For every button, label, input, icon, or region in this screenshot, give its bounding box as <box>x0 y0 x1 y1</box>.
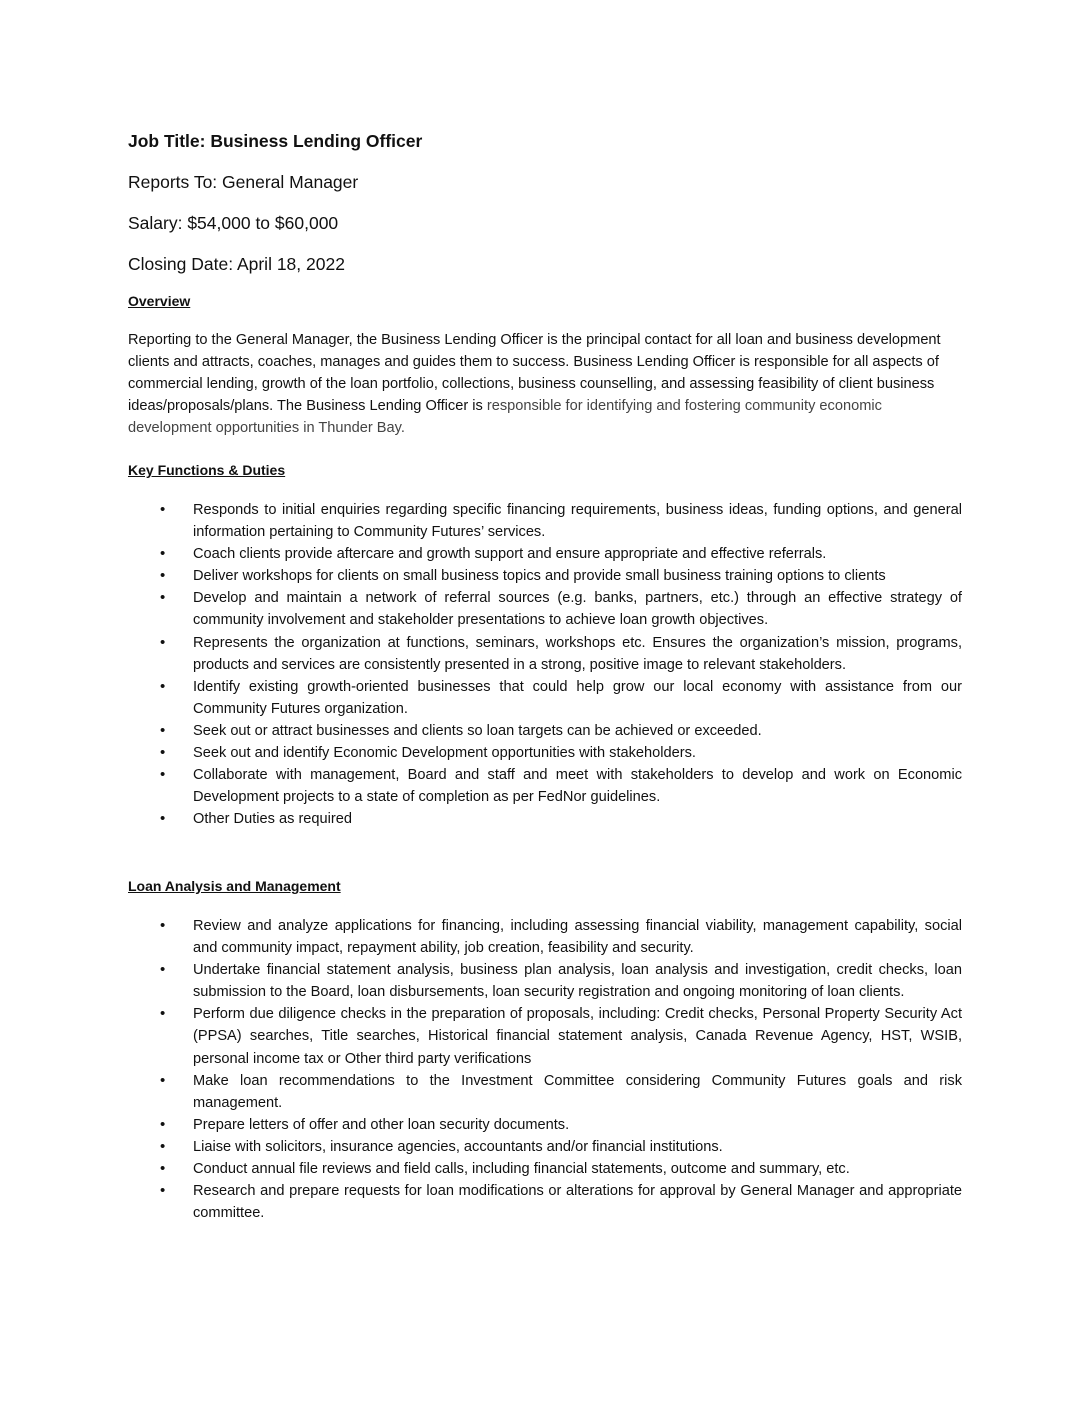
list-item: • Identify existing growth-oriented businesses that could help grow our local economy with assistance from our Community Futures organization. <box>160 676 962 720</box>
list-item: • Coach clients provide aftercare and growth support and ensure appropriate and effective referrals. <box>160 543 962 565</box>
overview-text-tail: responsible for identifying and fostering community economic development opportunities in Thunder Bay. <box>128 398 882 436</box>
reports-to: Reports To: General Manager <box>128 172 359 192</box>
list-item: • Responds to initial enquiries regarding specific financing requirements, business ideas, funding options, and general information pertaining to Community Futures’ services. <box>160 499 962 543</box>
list-item: • Perform due diligence checks in the preparation of proposals, including: Credit checks, Personal Property Security Act (PPSA) searches, Title searches, Historical financial statement analysis, Canada Revenue Agency, HST, WSIB, personal income tax or Other third party verifications <box>160 1003 962 1069</box>
list-item: • Research and prepare requests for loan modifications or alterations for approval by General Manager and appropriate committee. <box>160 1180 962 1224</box>
salary: Salary: $54,000 to $60,000 <box>128 213 339 233</box>
list-item: • Other Duties as required <box>160 808 962 830</box>
job-title: Job Title: Business Lending Officer <box>128 131 423 151</box>
closing-date: Closing Date: April 18, 2022 <box>128 254 345 274</box>
list-item: • Seek out and identify Economic Development opportunities with stakeholders. <box>160 742 962 764</box>
list-item: • Collaborate with management, Board and staff and meet with stakeholders to develop and work on Economic Development projects to a state of completion as per FedNor guidelines. <box>160 764 962 808</box>
list-item: • Review and analyze applications for financing, including assessing financial viability, management capability, social and community impact, repayment ability, job creation, feasibility and security. <box>160 915 962 959</box>
overview-paragraph <box>128 329 962 439</box>
list-item: • Conduct annual file reviews and field calls, including financial statements, outcome and summary, etc. <box>160 1158 962 1180</box>
list-item: • Undertake financial statement analysis, business plan analysis, loan analysis and investigation, credit checks, loan submission to the Board, loan disbursements, loan security registration and ongoing monitoring of loan clients. <box>160 959 962 1003</box>
key-functions-list <box>160 499 962 830</box>
list-item: • Make loan recommendations to the Investment Committee considering Community Futures goals and risk management. <box>160 1070 962 1114</box>
list-item: • Deliver workshops for clients on small business topics and provide small business training options to clients <box>160 565 962 587</box>
loan-analysis-list <box>160 915 962 1224</box>
list-item: • Develop and maintain a network of referral sources (e.g. banks, partners, etc.) through an effective strategy of community involvement and stakeholder presentations to achieve loan growth objectives. <box>160 587 962 631</box>
overview-heading: Overview <box>128 293 191 309</box>
list-item: • Represents the organization at functions, seminars, workshops etc. Ensures the organization’s mission, programs, products and services are consistently presented in a strong, positive image to relevant stakeholders. <box>160 632 962 676</box>
list-item: • Liaise with solicitors, insurance agencies, accountants and/or financial institutions. <box>160 1136 962 1158</box>
loan-analysis-heading: Loan Analysis and Management <box>128 878 341 894</box>
list-item: • Seek out or attract businesses and clients so loan targets can be achieved or exceeded. <box>160 720 962 742</box>
key-functions-heading: Key Functions & Duties <box>128 462 286 478</box>
list-item: • Prepare letters of offer and other loan security documents. <box>160 1114 962 1136</box>
overview-text: Reporting to the General Manager, the Business Lending Officer is the principal contact for all loan and business development clients and attracts, coaches, manages and guides them to success. Business Lending Officer is responsible for all aspects of commercial lending, growth of the loan portfolio, collections, business counselling, and assessing feasibility of client business ideas/proposals/plans. The Business Lending Officer is <box>128 332 941 414</box>
